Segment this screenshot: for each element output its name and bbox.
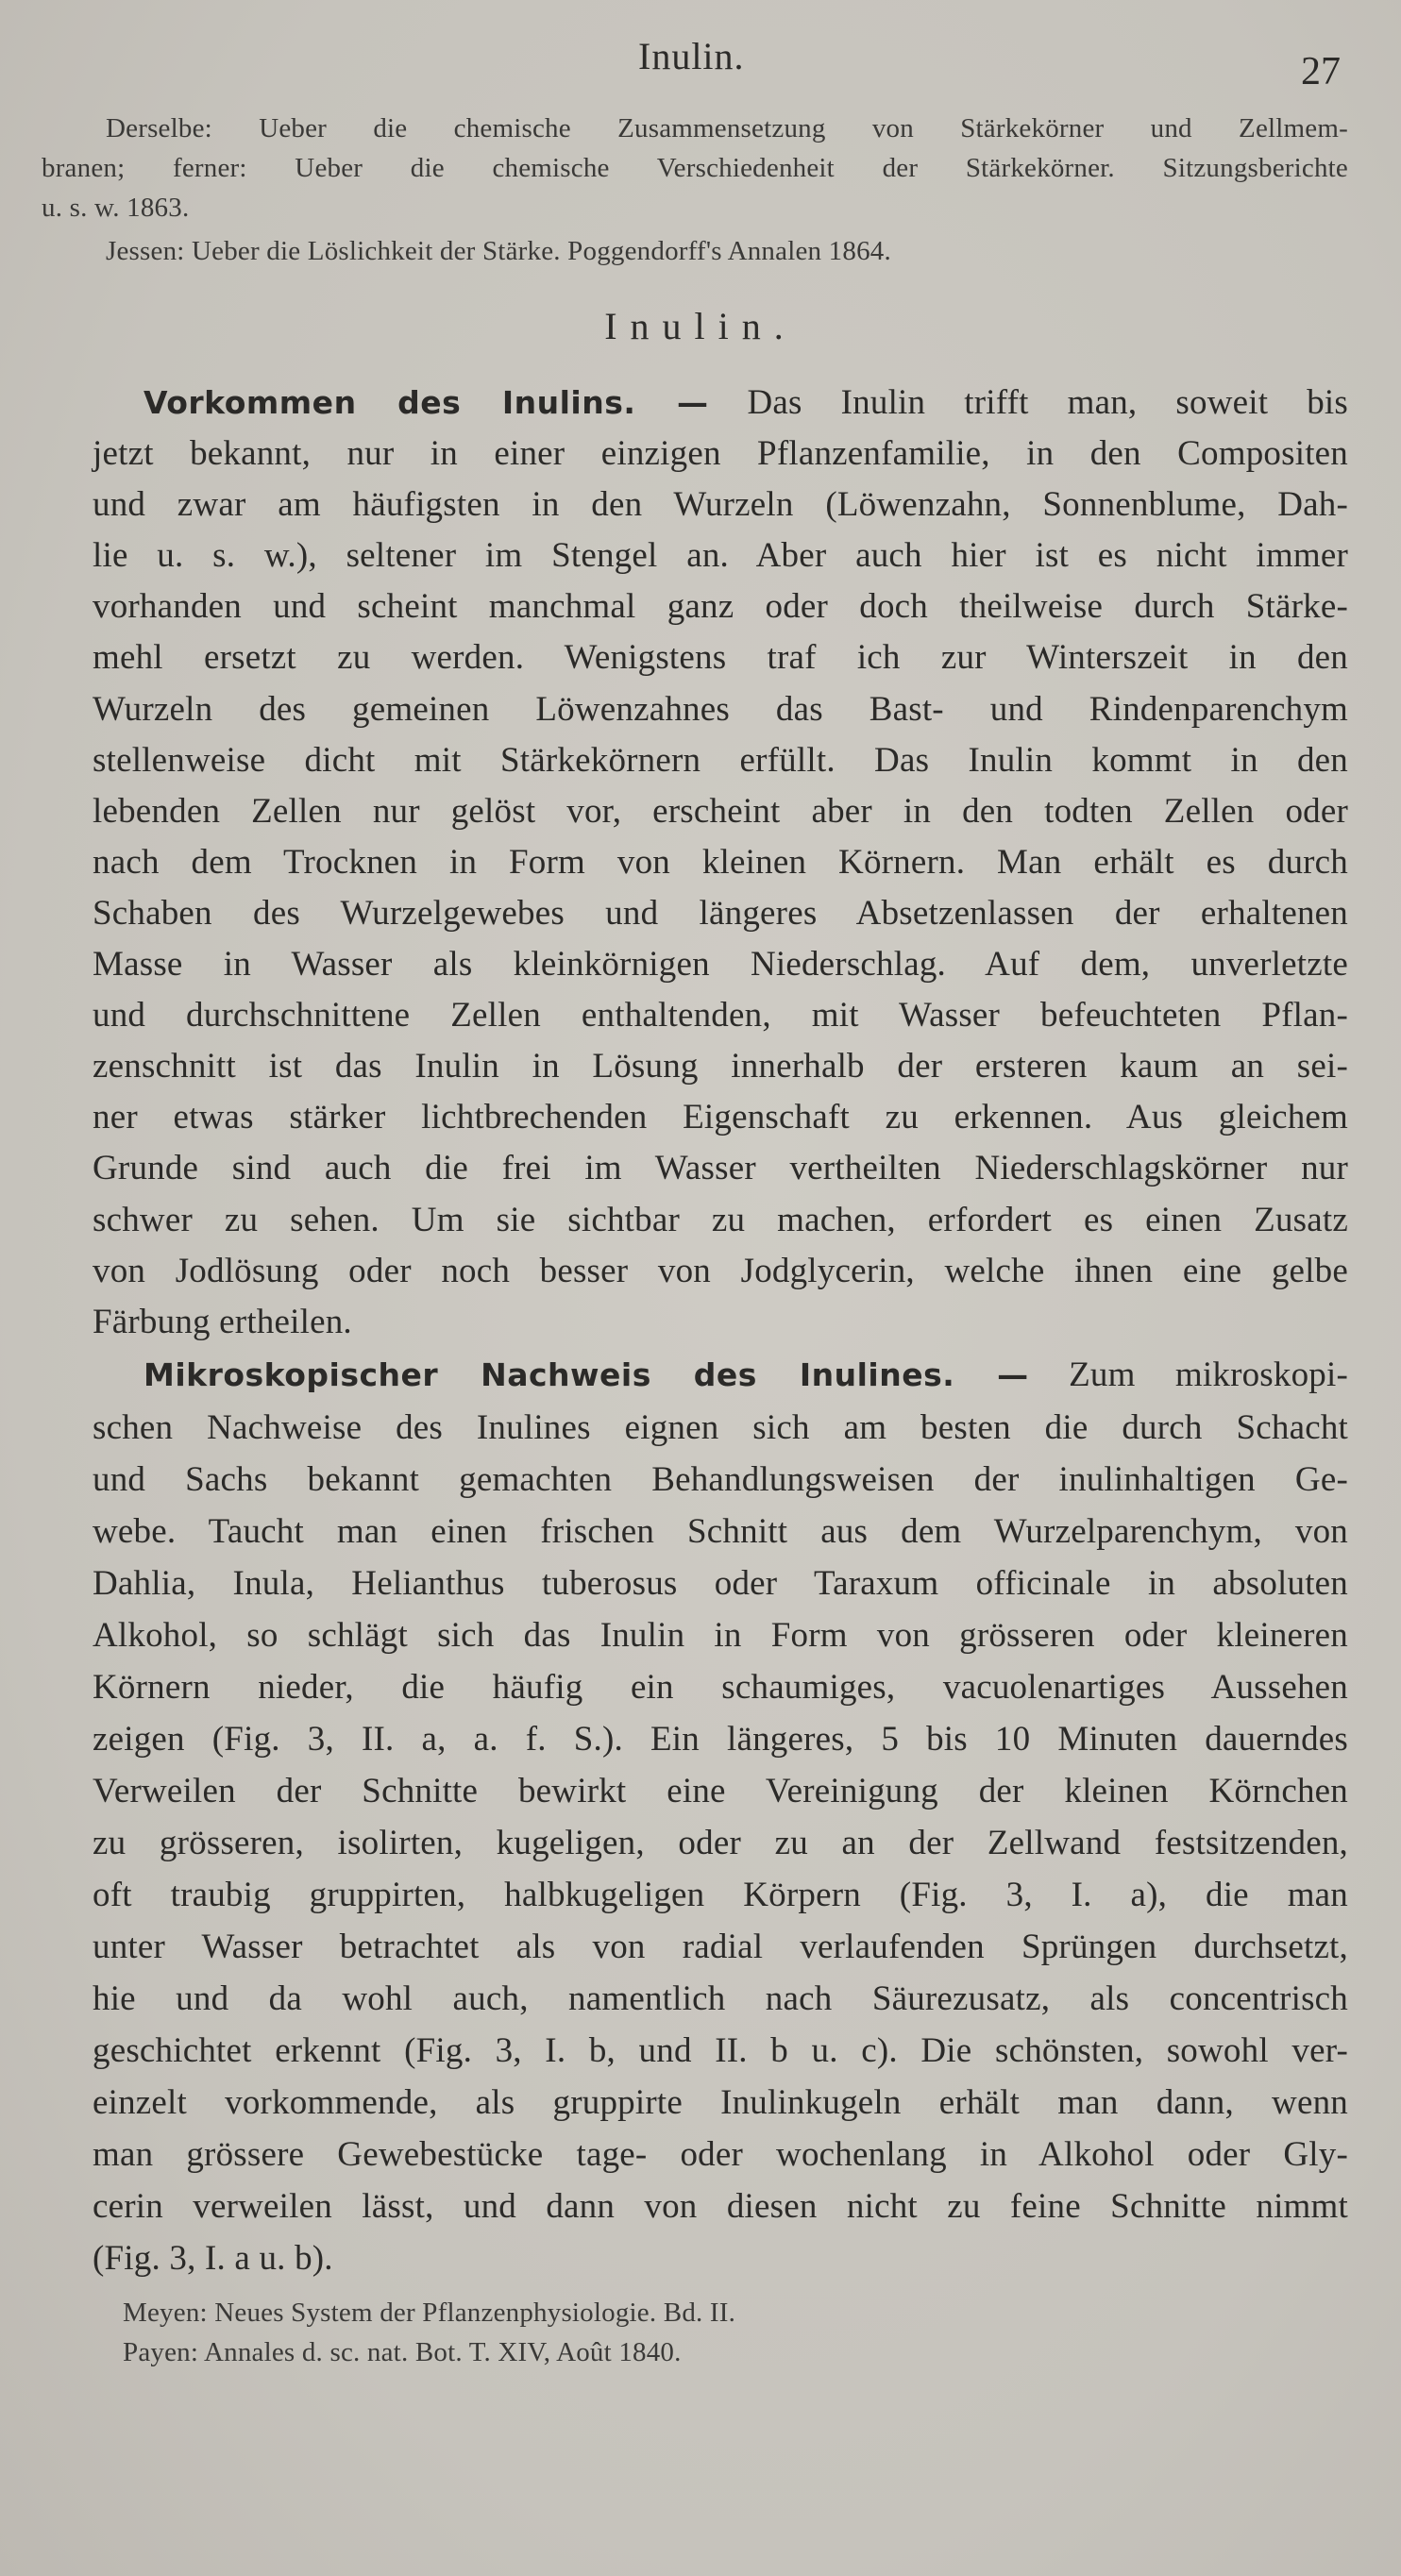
text-line: stellenweise dicht mit Stärkekörnern erfüllt. Das Inulin kommt in den — [93, 740, 1348, 780]
text-line: vorhanden und scheint manchmal ganz oder doch theilweise durch Stärke- — [93, 587, 1348, 627]
text-line: Verweilen der Schnitte bewirkt eine Vereinigung der kleinen Körnchen — [93, 1772, 1348, 1810]
reference-line: Meyen: Neues System der Pflanzenphysiologie. Bd. II. — [123, 2298, 736, 2328]
reference-line: Payen: Annales d. sc. nat. Bot. T. XIV, Août 1840. — [123, 2337, 682, 2367]
text-line: jetzt bekannt, nur in einer einzigen Pflanzenfamilie, in den Compositen — [93, 434, 1348, 473]
text-line: Alkohol, so schlägt sich das Inulin in Form von grösseren oder kleineren — [93, 1616, 1348, 1655]
running-title: Inulin. — [638, 35, 745, 77]
text-line: lebenden Zellen nur gelöst vor, erscheint aber in den todten Zellen oder — [93, 791, 1348, 831]
reference-line: Derselbe: Ueber die chemische Zusammensetzung von Stärkekörner und Zellmem- — [106, 113, 1348, 143]
text-line: geschichtet erkennt (Fig. 3, I. b, und II. b u. c). Die schönsten, sowohl ver- — [93, 2031, 1348, 2070]
text-line: zeigen (Fig. 3, II. a, a. f. S.). Ein längeres, 5 bis 10 Minuten dauerndes — [93, 1720, 1348, 1759]
text-line: nach dem Trocknen in Form von kleinen Körnern. Man erhält es durch — [93, 842, 1348, 882]
text-line: cerin verweilen lässt, und dann von diesen nicht zu feine Schnitte nimmt — [93, 2187, 1348, 2226]
text-line: zu grösseren, isolirten, kugeligen, oder zu an der Zellwand festsitzenden, — [93, 1824, 1348, 1862]
text-line: Wurzeln des gemeinen Löwenzahnes das Bast- und Rindenparenchym — [93, 689, 1348, 729]
text-line: unter Wasser betrachtet als von radial verlaufenden Sprüngen durchsetzt, — [93, 1928, 1348, 1966]
text-line: schen Nachweise des Inulines eignen sich am besten die durch Schacht — [93, 1408, 1348, 1447]
text-line: man grössere Gewebestücke tage- oder wochenlang in Alkohol oder Gly- — [93, 2135, 1348, 2174]
reference-line: u. s. w. 1863. — [42, 193, 190, 223]
text-line: hie und da wohl auch, namentlich nach Säurezusatz, als concentrisch — [93, 1979, 1348, 2018]
text-line: und Sachs bekannt gemachten Behandlungsweisen der inulinhaltigen Ge- — [93, 1460, 1348, 1499]
text-line: Schaben des Wurzelgewebes und längeres Absetzenlassen der erhaltenen — [93, 893, 1348, 933]
text-line: zenschnitt ist das Inulin in Lösung innerhalb der ersteren kaum an sei- — [93, 1047, 1348, 1086]
text-line: Grunde sind auch die frei im Wasser vertheilten Niederschlagskörner nur — [93, 1149, 1348, 1188]
text-line: von Jodlösung oder noch besser von Jodglycerin, welche ihnen eine gelbe — [93, 1251, 1348, 1290]
text-line: und durchschnittene Zellen enthaltenden, mit Wasser befeuchteten Pflan- — [93, 996, 1348, 1035]
paragraph-text: Das Inulin trifft man, soweit bis — [747, 383, 1348, 422]
text-line: Färbung ertheilen. — [93, 1302, 352, 1341]
text-line: Körnern nieder, die häufig ein schaumiges, vacuolenartiges Aussehen — [93, 1668, 1348, 1707]
text-line: Dahlia, Inula, Helianthus tuberosus oder Taraxum officinale in absoluten — [93, 1564, 1348, 1603]
text-line: und zwar am häufigsten in den Wurzeln (Löwenzahn, Sonnenblume, Dah- — [93, 485, 1348, 525]
text-line: Masse in Wasser als kleinkörnigen Niederschlag. Auf dem, unverletzte — [93, 945, 1348, 984]
paragraph-first-line — [143, 382, 1348, 424]
text-line: ner etwas stärker lichtbrechenden Eigenschaft zu erkennen. Aus gleichem — [93, 1098, 1348, 1137]
text-line: mehl ersetzt zu werden. Wenigstens traf ich zur Winterszeit in den — [93, 638, 1348, 678]
paragraph-heading: Vorkommen des Inulins. — — [143, 384, 709, 421]
text-line: schwer zu sehen. Um sie sichtbar zu machen, erfordert es einen Zusatz — [93, 1200, 1348, 1239]
page-number: 27 — [1301, 50, 1341, 93]
text-line: (Fig. 3, I. a u. b). — [93, 2239, 333, 2278]
paragraph-text: Zum mikroskopi- — [1069, 1355, 1348, 1394]
text-line: lie u. s. w.), seltener im Stengel an. Aber auch hier ist es nicht immer — [93, 536, 1348, 576]
text-line: oft traubig gruppirten, halbkugeligen Körpern (Fig. 3, I. a), die man — [93, 1876, 1348, 1914]
section-title: Inulin. — [604, 305, 797, 347]
reference-line: branen; ferner: Ueber die chemische Verschiedenheit der Stärkekörner. Sitzungsberichte — [42, 153, 1348, 183]
text-line: einzelt vorkommende, als gruppirte Inulinkugeln erhält man dann, wenn — [93, 2083, 1348, 2122]
paragraph-first-line — [143, 1355, 1348, 1396]
paragraph-heading: Mikroskopischer Nachweis des Inulines. — — [143, 1356, 1029, 1393]
reference-line: Jessen: Ueber die Löslichkeit der Stärke. Poggendorff's Annalen 1864. — [106, 236, 891, 266]
text-line: webe. Taucht man einen frischen Schnitt aus dem Wurzelparenchym, von — [93, 1512, 1348, 1551]
